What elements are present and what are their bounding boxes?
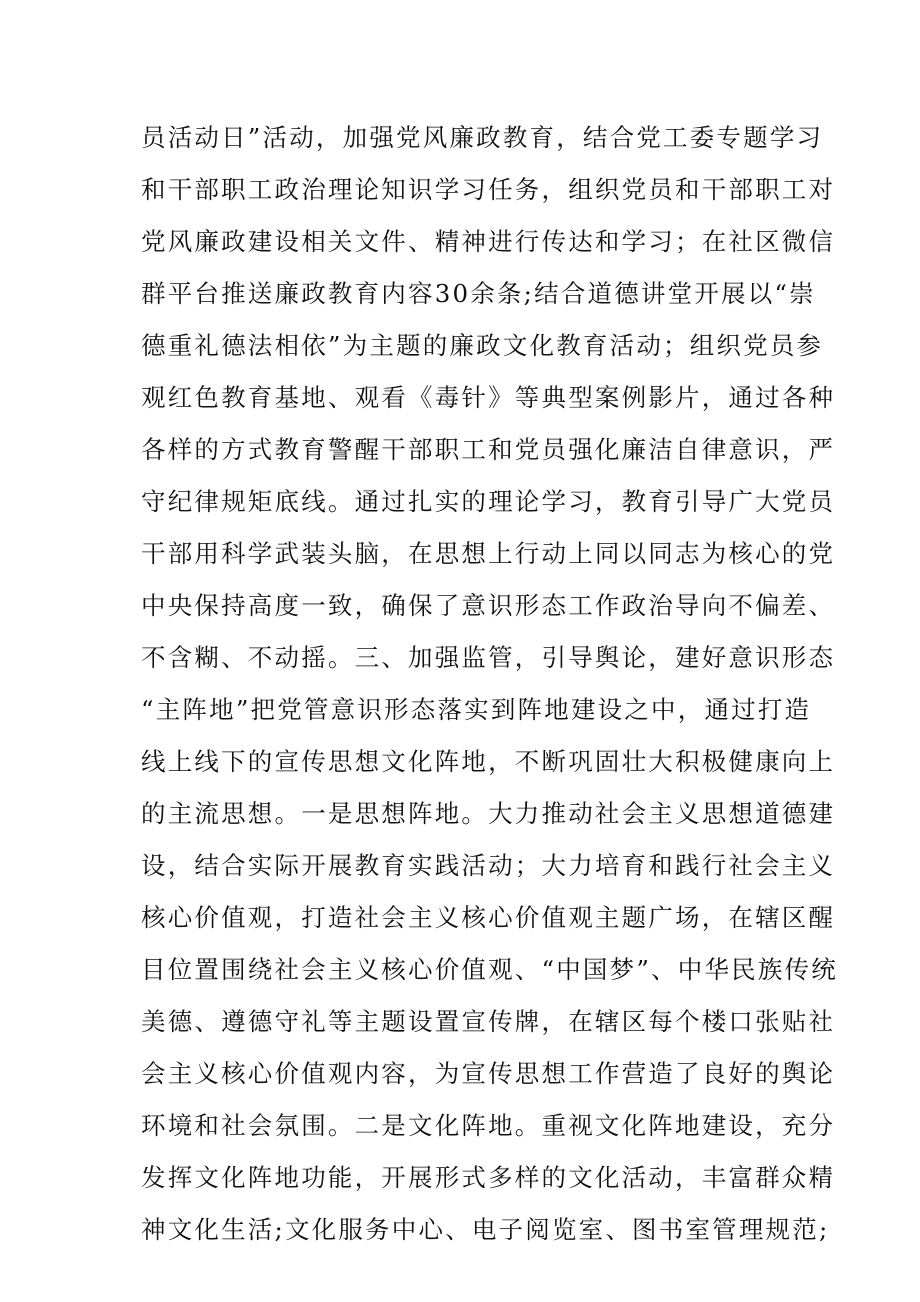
text-line: 环境和社会氛围。二是文化阵地。重视文化阵地建设，充分	[141, 1111, 836, 1140]
text-line: 和干部职工政治理论知识学习任务，组织党员和干部职工对	[141, 175, 836, 204]
text-line: 目位置围绕社会主义核心价值观、“中国梦”、中华民族传统	[141, 955, 838, 984]
text-line: 设，结合实际开展教育实践活动；大力培育和践行社会主义	[141, 851, 836, 880]
text-line: 的主流思想。一是思想阵地。大力推动社会主义思想道德建	[141, 799, 836, 828]
text-line: 观红色教育基地、观看《毒针》等典型案例影片，通过各种	[141, 383, 836, 412]
text-line: “主阵地”把党管意识形态落实到阵地建设之中，通过打造	[141, 695, 812, 724]
text-line: 员活动日”活动，加强党风廉政教育，结合党工委专题学习	[141, 123, 824, 152]
text-line: 发挥文化阵地功能，开展形式多样的文化活动，丰富群众精	[141, 1163, 836, 1192]
text-line: 各样的方式教育警醒干部职工和党员强化廉洁自律意识，严	[141, 435, 836, 464]
text-line: 党风廉政建设相关文件、精神进行传达和学习；在社区微信	[141, 227, 836, 256]
text-line: 不含糊、不动摇。三、加强监管，引导舆论，建好意识形态	[141, 643, 836, 672]
text-line: 核心价值观，打造社会主义核心价值观主题广场，在辖区醒	[141, 903, 836, 932]
text-line: 会主义核心价值观内容，为宣传思想工作营造了良好的舆论	[141, 1059, 836, 1088]
text-line: 干部用科学武装头脑，在思想上行动上同以同志为核心的党	[141, 539, 836, 568]
text-line: 美德、遵德守礼等主题设置宣传牌，在辖区每个楼口张贴社	[141, 1007, 836, 1036]
text-line: 群平台推送廉政教育内容30余条;结合道德讲堂开展以“崇	[141, 279, 816, 308]
text-line: 中央保持高度一致，确保了意识形态工作政治导向不偏差、	[141, 591, 836, 620]
body-paragraph	[141, 112, 838, 1256]
text-line: 线上线下的宣传思想文化阵地，不断巩固壮大积极健康向上	[141, 747, 836, 776]
text-line: 守纪律规矩底线。通过扎实的理论学习，教育引导广大党员	[141, 487, 836, 516]
text-line: 神文化生活;文化服务中心、电子阅览室、图书室管理规范;	[141, 1215, 830, 1244]
text-line: 德重礼德法相依”为主题的廉政文化教育活动；组织党员参	[141, 331, 824, 360]
